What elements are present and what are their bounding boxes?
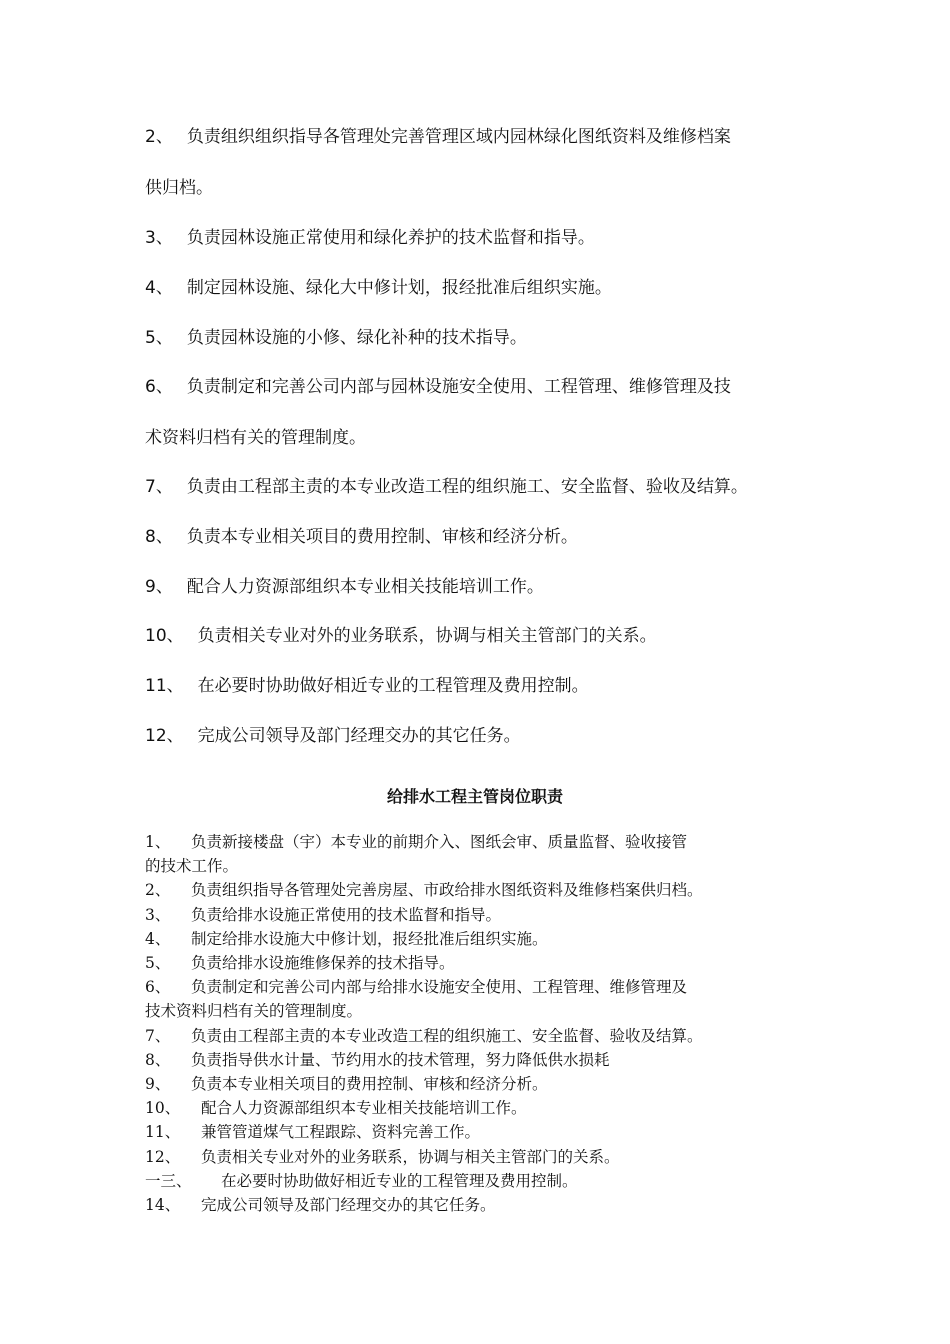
item-number: 8、 (145, 1050, 171, 1069)
item-number: 6、 (145, 978, 171, 997)
item-number: 1、 (145, 833, 171, 851)
list-item (145, 975, 825, 999)
list-item (145, 226, 825, 250)
item-text: 负责相关专业对外的业务联系，协调与相关主管部门的关系。 (201, 1147, 620, 1166)
item-text: 在必要时协助做好相近专业的工程管理及费用控制。 (221, 1171, 578, 1190)
list-item (145, 1096, 825, 1120)
list-item (145, 525, 825, 549)
item-text: 的技术工作。 (145, 857, 239, 876)
item-number: 一三、 (145, 1171, 192, 1190)
item-number: 11、 (145, 676, 184, 696)
list-item (145, 830, 825, 854)
list-item (145, 674, 825, 698)
list-item-continuation (145, 854, 825, 878)
item-text: 兼管管道煤气工程跟踪、资料完善工作。 (201, 1123, 481, 1142)
item-number: 4、 (145, 278, 173, 298)
item-text: 负责制定和完善公司内部与给排水设施安全使用、工程管理、维修管理及 (191, 978, 688, 997)
list-item (145, 903, 825, 927)
item-text: 供归档。 (145, 178, 213, 198)
list-item (145, 1145, 825, 1169)
item-number: 5、 (145, 328, 173, 348)
item-number: 7、 (145, 1026, 171, 1045)
item-text: 制定园林设施、绿化大中修计划，报经批准后组织实施。 (186, 278, 612, 298)
item-number: 3、 (145, 905, 171, 924)
item-text: 完成公司领导及部门经理交办的其它任务。 (197, 726, 521, 746)
list-item (145, 326, 825, 350)
item-text: 负责制定和完善公司内部与园林设施安全使用、工程管理、维修管理及技 (186, 377, 731, 397)
item-text: 配合人力资源部组织本专业相关技能培训工作。 (201, 1099, 527, 1118)
list-item (145, 475, 825, 499)
list-item (145, 375, 825, 399)
item-number: 12、 (145, 1147, 181, 1166)
item-text: 完成公司领导及部门经理交办的其它任务。 (201, 1196, 496, 1215)
item-text: 负责给排水设施维修保养的技术指导。 (191, 954, 455, 973)
item-number: 12、 (145, 726, 184, 746)
item-text: 负责给排水设施正常使用的技术监督和指导。 (191, 905, 502, 924)
item-text: 技术资料归档有关的管理制度。 (145, 1002, 363, 1021)
list-item (145, 1072, 825, 1096)
item-text: 负责本专业相关项目的费用控制、审核和经济分析。 (191, 1075, 548, 1094)
item-text: 负责园林设施的小修、绿化补种的技术指导。 (186, 328, 527, 348)
list-item-continuation (145, 426, 825, 450)
item-number: 5、 (145, 954, 171, 973)
item-number: 2、 (145, 127, 173, 147)
item-number: 6、 (145, 377, 173, 397)
item-text: 负责新接楼盘（宇）本专业的前期介入、图纸会审、质量监督、验收接管 (191, 833, 688, 851)
list-item (145, 1120, 825, 1144)
list-item (145, 1169, 825, 1193)
list-item-continuation (145, 176, 825, 200)
item-text: 负责园林设施正常使用和绿化养护的技术监督和指导。 (186, 228, 595, 248)
list-item (145, 1024, 825, 1048)
item-number: 4、 (145, 929, 171, 948)
item-number: 2、 (145, 881, 171, 900)
item-number: 11、 (145, 1123, 181, 1142)
item-number: 9、 (145, 1075, 171, 1094)
item-text: 负责由工程部主责的本专业改造工程的组织施工、安全监督、验收及结算。 (186, 477, 748, 497)
list-item (145, 951, 825, 975)
list-item (145, 575, 825, 599)
lower-list (145, 830, 825, 1217)
list-item-continuation (145, 999, 825, 1023)
item-text: 负责本专业相关项目的费用控制、审核和经济分析。 (186, 527, 578, 547)
list-item (145, 276, 825, 300)
item-text: 配合人力资源部组织本专业相关技能培训工作。 (186, 577, 544, 597)
list-item (145, 1193, 825, 1217)
item-number: 10、 (145, 626, 184, 646)
list-item (145, 878, 825, 902)
item-text: 负责指导供水计量、节约用水的技术管理，努力降低供水损耗 (191, 1050, 610, 1069)
item-text: 负责相关专业对外的业务联系，协调与相关主管部门的关系。 (197, 626, 657, 646)
item-number: 14、 (145, 1196, 181, 1215)
item-number: 7、 (145, 477, 173, 497)
item-number: 10、 (145, 1099, 181, 1118)
list-item (145, 1048, 825, 1072)
item-text: 负责组织指导各管理处完善房屋、市政给排水图纸资料及维修档案供归档。 (191, 881, 703, 900)
item-text: 在必要时协助做好相近专业的工程管理及费用控制。 (197, 676, 589, 696)
list-item (145, 927, 825, 951)
list-item (145, 125, 825, 149)
item-text: 负责由工程部主责的本专业改造工程的组织施工、安全监督、验收及结算。 (191, 1026, 703, 1045)
list-item (145, 724, 825, 748)
item-text: 负责组织组织指导各管理处完善管理区域内园林绿化图纸资料及维修档案 (186, 127, 731, 147)
section-title: 给排水工程主管岗位职责 (386, 787, 563, 806)
item-number: 8、 (145, 527, 173, 547)
item-text: 制定给排水设施大中修计划，报经批准后组织实施。 (191, 929, 548, 948)
item-text: 术资料归档有关的管理制度。 (145, 428, 366, 448)
list-item (145, 624, 825, 648)
item-number: 3、 (145, 228, 173, 248)
item-number: 9、 (145, 577, 173, 597)
